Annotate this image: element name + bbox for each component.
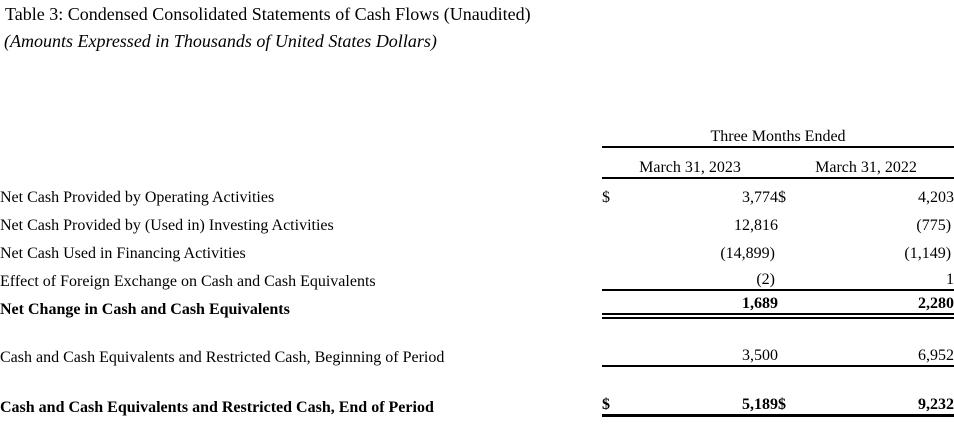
section-gap-cell <box>0 319 954 339</box>
column-header-2022: March 31, 2022 <box>778 148 954 179</box>
currency-symbol-2022 <box>778 291 808 319</box>
cashflow-table-body <box>0 179 954 417</box>
table-row <box>0 235 954 263</box>
table-row <box>0 207 954 235</box>
value-2022: 2,280 <box>808 291 954 319</box>
currency-symbol-2022: $ <box>778 393 808 417</box>
value-2023: 5,189 <box>630 393 778 417</box>
row-label: Net Cash Provided by (Used in) Investing Activities <box>0 217 334 234</box>
row-label: Cash and Cash Equivalents and Restricted Cash, Beginning of Period <box>0 349 445 366</box>
currency-symbol-2023: $ <box>602 393 630 417</box>
table-title: Table 3: Condensed Consolidated Statements of Cash Flows (Unaudited) <box>5 4 531 24</box>
column-header-2023: March 31, 2023 <box>602 148 778 179</box>
table-row <box>0 263 954 291</box>
value-2023: 12,816 <box>734 217 778 234</box>
section-gap <box>0 319 954 339</box>
column-header-row <box>0 148 954 179</box>
period-header-row <box>0 118 954 148</box>
value-2023: 3,500 <box>630 339 778 367</box>
row-label: Effect of Foreign Exchange on Cash and Cash Equivalents <box>0 273 376 290</box>
currency-symbol-2022 <box>778 235 808 263</box>
header-spacer <box>0 148 602 179</box>
value-2023: (2) <box>630 263 778 291</box>
value-2022: 9,232 <box>808 393 954 417</box>
currency-symbol-2022 <box>778 263 808 291</box>
value-2023: 3,774 <box>742 189 778 206</box>
cashflow-table <box>0 118 954 417</box>
value-2022: (775) <box>916 217 952 234</box>
value-2022: 6,952 <box>808 339 954 367</box>
row-label: Net Change in Cash and Cash Equivalents <box>0 301 290 318</box>
section-gap <box>0 367 954 393</box>
currency-symbol-2023 <box>602 263 630 291</box>
currency-symbol-2023 <box>602 235 630 263</box>
row-label: Net Cash Used in Financing Activities <box>0 245 246 262</box>
table-subtitle: (Amounts Expressed in Thousands of United States Dollars) <box>4 31 437 51</box>
currency-symbol-2023 <box>602 207 630 235</box>
currency-symbol-2022 <box>778 207 808 235</box>
currency-symbol-2023: $ <box>602 189 610 206</box>
header-spacer <box>0 118 602 148</box>
currency-symbol-2023 <box>602 291 630 319</box>
value-2022: (1,149) <box>904 245 952 262</box>
value-2023: 1,689 <box>630 291 778 319</box>
row-label: Net Cash Provided by Operating Activities <box>0 189 275 206</box>
value-2022: 4,203 <box>918 189 954 206</box>
row-label: Cash and Cash Equivalents and Restricted Cash, End of Period <box>0 399 434 416</box>
value-2023: (14,899) <box>720 245 775 262</box>
section-gap-cell <box>0 367 954 393</box>
currency-symbol-2022: $ <box>778 189 786 206</box>
currency-symbol-2023 <box>602 339 630 367</box>
table-row <box>0 291 954 319</box>
table-row <box>0 339 954 367</box>
currency-symbol-2022 <box>778 339 808 367</box>
period-group-header: Three Months Ended <box>602 118 954 148</box>
value-2022: 1 <box>808 263 954 291</box>
table-row <box>0 179 954 207</box>
table-row <box>0 393 954 417</box>
